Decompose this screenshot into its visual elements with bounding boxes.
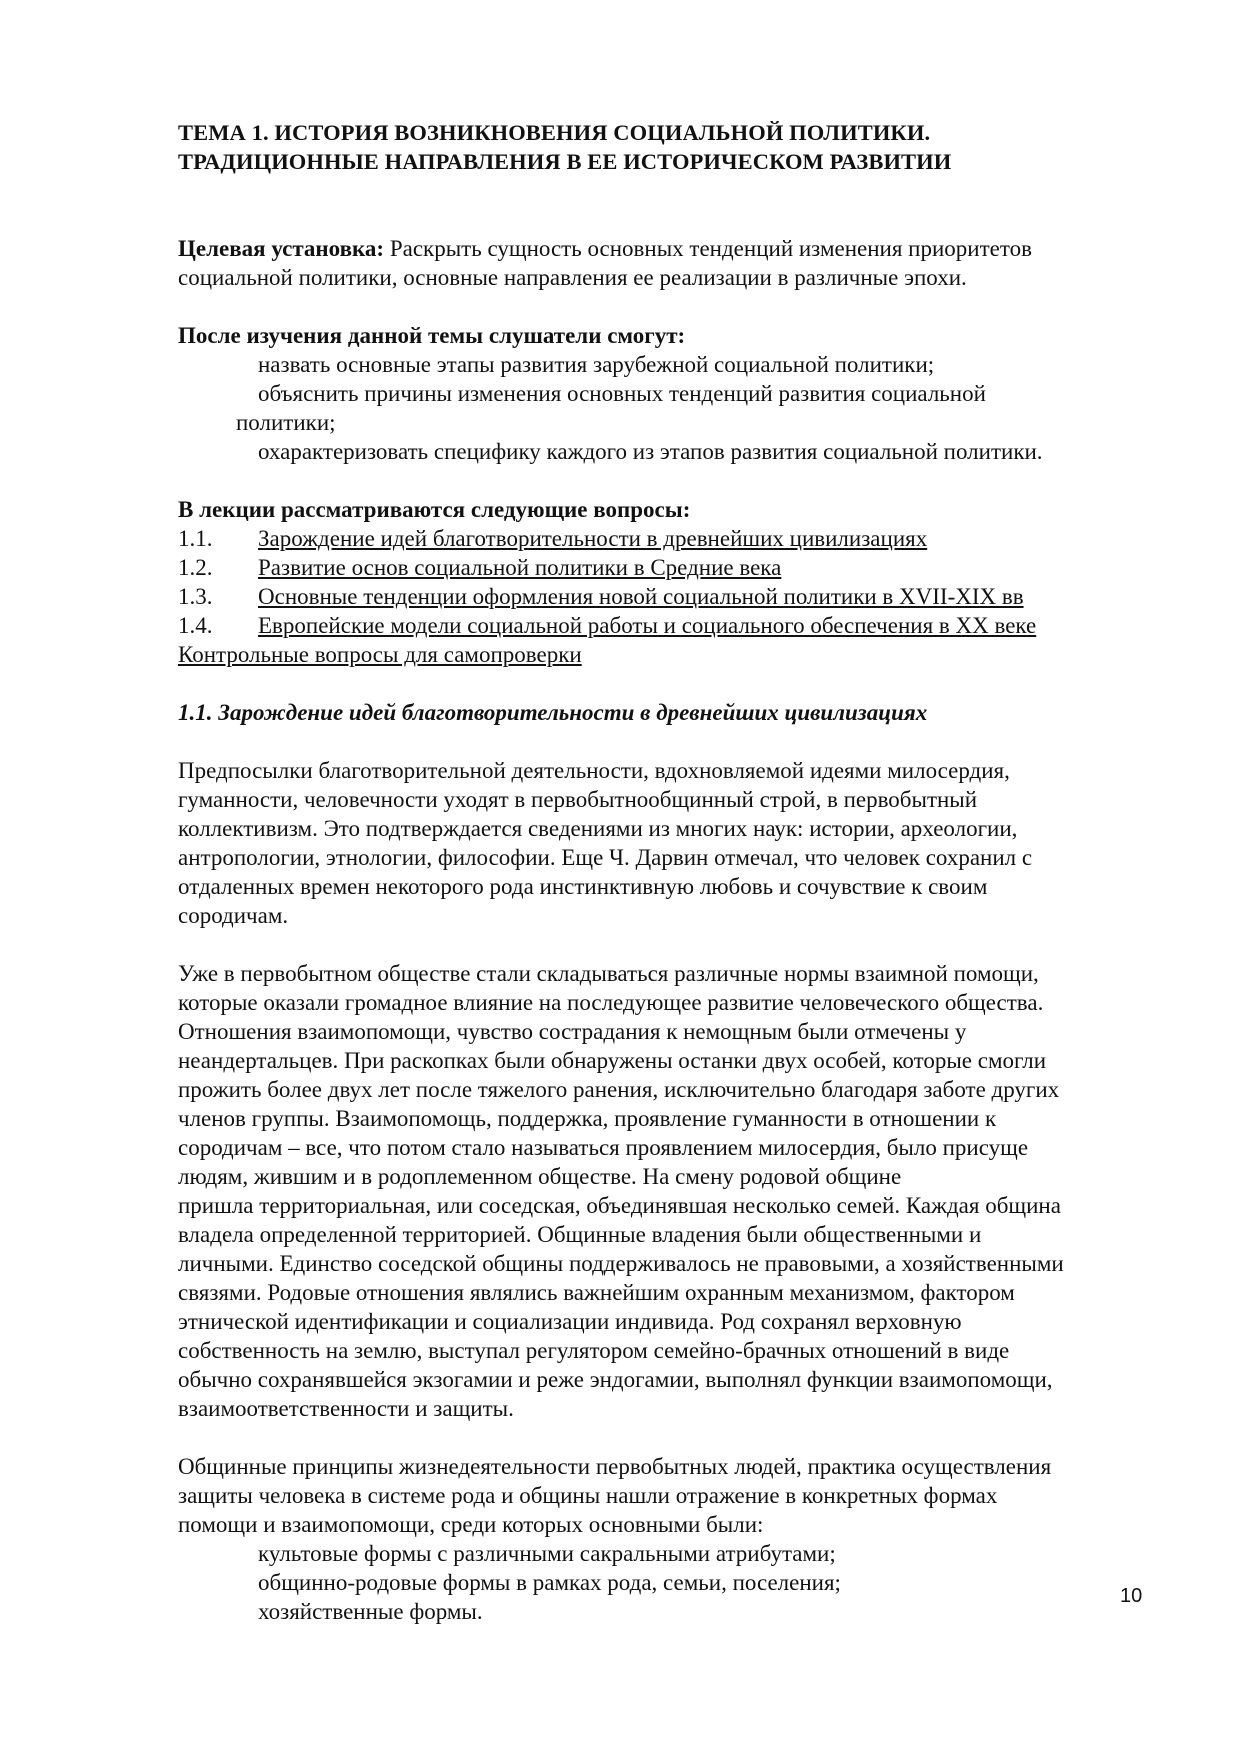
paragraph-2 <box>178 959 1158 1423</box>
toc-number: 1.2. <box>178 555 213 580</box>
paragraph-line: коллективизм. Это подтверждается сведениями из многих наук: истории, археологии, <box>178 816 1018 841</box>
toc-link-1-1[interactable]: Зарождение идей благотворительности в древнейших цивилизациях <box>258 526 928 551</box>
paragraph-3 <box>178 1452 1158 1626</box>
paragraph-line: гуманности, человечности уходят в первобытнообщинный строй, в первобытный <box>178 787 978 812</box>
title-line-1: ТЕМА 1. ИСТОРИЯ ВОЗНИКНОВЕНИЯ СОЦИАЛЬНОЙ ПОЛИТИКИ. <box>178 120 931 145</box>
toc-row <box>178 582 1158 611</box>
goal-text-line-1: Раскрыть сущность основных тенденций изменения приоритетов <box>384 236 1032 261</box>
page-number: 10 <box>1120 1585 1143 1607</box>
section-heading: 1.1. Зарождение идей благотворительности в древнейших цивилизациях <box>178 700 928 725</box>
learning-outcomes-heading: После изучения данной темы слушатели смогут: <box>178 323 686 348</box>
paragraph-line: сородичам – все, что потом стало называться проявлением милосердия, было присуще <box>178 1135 1029 1160</box>
paragraph-line: обычно сохранявшейся экзогамии и реже эндогамии, выполнял функции взаимопомощи, <box>178 1367 1053 1392</box>
lecture-contents-heading: В лекции рассматриваются следующие вопросы: <box>178 497 691 522</box>
paragraph-line: защиты человека в системе рода и общины нашли отражение в конкретных формах <box>178 1483 998 1508</box>
toc-link-1-2[interactable]: Развитие основ социальной политики в Средние века <box>258 555 782 580</box>
goal-text-line-2: социальной политики, основные направления ее реализации в различные эпохи. <box>178 265 967 290</box>
paragraph-line: помощи и взаимопомощи, среди которых основными были: <box>178 1512 764 1537</box>
outcome-item-1: назвать основные этапы развития зарубежной социальной политики; <box>258 352 935 377</box>
paragraph-line: владела определенной территорией. Общинные владения были общественными и <box>178 1222 982 1247</box>
paragraph-line: Отношения взаимопомощи, чувство сострадания к немощным были отмечены у <box>178 1019 967 1044</box>
paragraph-line: людям, жившим и в родоплеменном обществе. На смену родовой общине <box>178 1164 902 1189</box>
paragraph-line: личными. Единство соседской общины поддерживалось не правовыми, а хозяйственными <box>178 1251 1064 1276</box>
outcome-item-3: охарактеризовать специфику каждого из этапов развития социальной политики. <box>258 439 1043 464</box>
form-item-3: хозяйственные формы. <box>258 1599 483 1624</box>
lecture-contents <box>178 495 1158 669</box>
goal-label: Целевая установка: <box>178 236 385 261</box>
toc-number: 1.1. <box>178 526 213 551</box>
control-questions-link[interactable]: Контрольные вопросы для самопроверки <box>178 642 582 667</box>
paragraph-line: отдаленных времен некоторого рода инстинктивную любовь и сочувствие к своим <box>178 874 988 899</box>
goal-block <box>178 234 1158 292</box>
paragraph-line: пришла территориальная, или соседская, объединявшая несколько семей. Каждая община <box>178 1193 1061 1218</box>
outcome-item-2-continued: политики; <box>236 410 336 435</box>
toc-row <box>178 611 1158 640</box>
toc-link-1-3[interactable]: Основные тенденции оформления новой социальной политики в XVII-XIX вв <box>258 584 1024 609</box>
paragraph-line: членов группы. Взаимопомощь, поддержка, проявление гуманности в отношении к <box>178 1106 997 1131</box>
section-1-1 <box>178 698 1158 1626</box>
paragraph-line: антропологии, этнологии, философии. Еще Ч. Дарвин отмечал, что человек сохранил с <box>178 845 1033 870</box>
paragraph-line: прожить более двух лет после тяжелого ранения, исключительно благодаря заботе других <box>178 1077 1060 1102</box>
paragraph-line: Уже в первобытном обществе стали складываться различные нормы взаимной помощи, <box>178 961 1039 986</box>
page-content <box>178 118 1158 1626</box>
page-title <box>178 118 1158 176</box>
paragraph-line: которые оказали громадное влияние на последующее развитие человеческого общества. <box>178 990 1044 1015</box>
paragraph-1 <box>178 756 1158 930</box>
form-item-2: общинно-родовые формы в рамках рода, семьи, поселения; <box>258 1570 841 1595</box>
paragraph-line: связями. Родовые отношения являлись важнейшим охранным механизмом, фактором <box>178 1280 1015 1305</box>
paragraph-line: собственность на землю, выступал регулятором семейно-брачных отношений в виде <box>178 1338 1010 1363</box>
paragraph-line: Предпосылки благотворительной деятельности, вдохновляемой идеями милосердия, <box>178 758 1010 783</box>
paragraph-line: взаимоответственности и защиты. <box>178 1396 514 1421</box>
toc-number: 1.3. <box>178 584 213 609</box>
form-item-1: культовые формы с различными сакральными атрибутами; <box>258 1541 836 1566</box>
paragraph-line: неандертальцев. При раскопках были обнаружены останки двух особей, которые смогли <box>178 1048 1047 1073</box>
toc-link-1-4[interactable]: Европейские модели социальной работы и социального обеспечения в XX веке <box>258 613 1037 638</box>
learning-outcomes <box>178 321 1158 466</box>
paragraph-line: сородичам. <box>178 903 289 928</box>
paragraph-line: этнической идентификации и социализации индивида. Род сохранял верховную <box>178 1309 962 1334</box>
outcome-item-2: объяснить причины изменения основных тенденций развития социальной <box>258 381 986 406</box>
title-line-2: ТРАДИЦИОННЫЕ НАПРАВЛЕНИЯ В ЕЕ ИСТОРИЧЕСКОМ РАЗВИТИИ <box>178 149 952 174</box>
toc-row <box>178 553 1158 582</box>
toc-number: 1.4. <box>178 613 213 638</box>
toc-row <box>178 524 1158 553</box>
paragraph-line: Общинные принципы жизнедеятельности первобытных людей, практика осуществления <box>178 1454 1052 1479</box>
